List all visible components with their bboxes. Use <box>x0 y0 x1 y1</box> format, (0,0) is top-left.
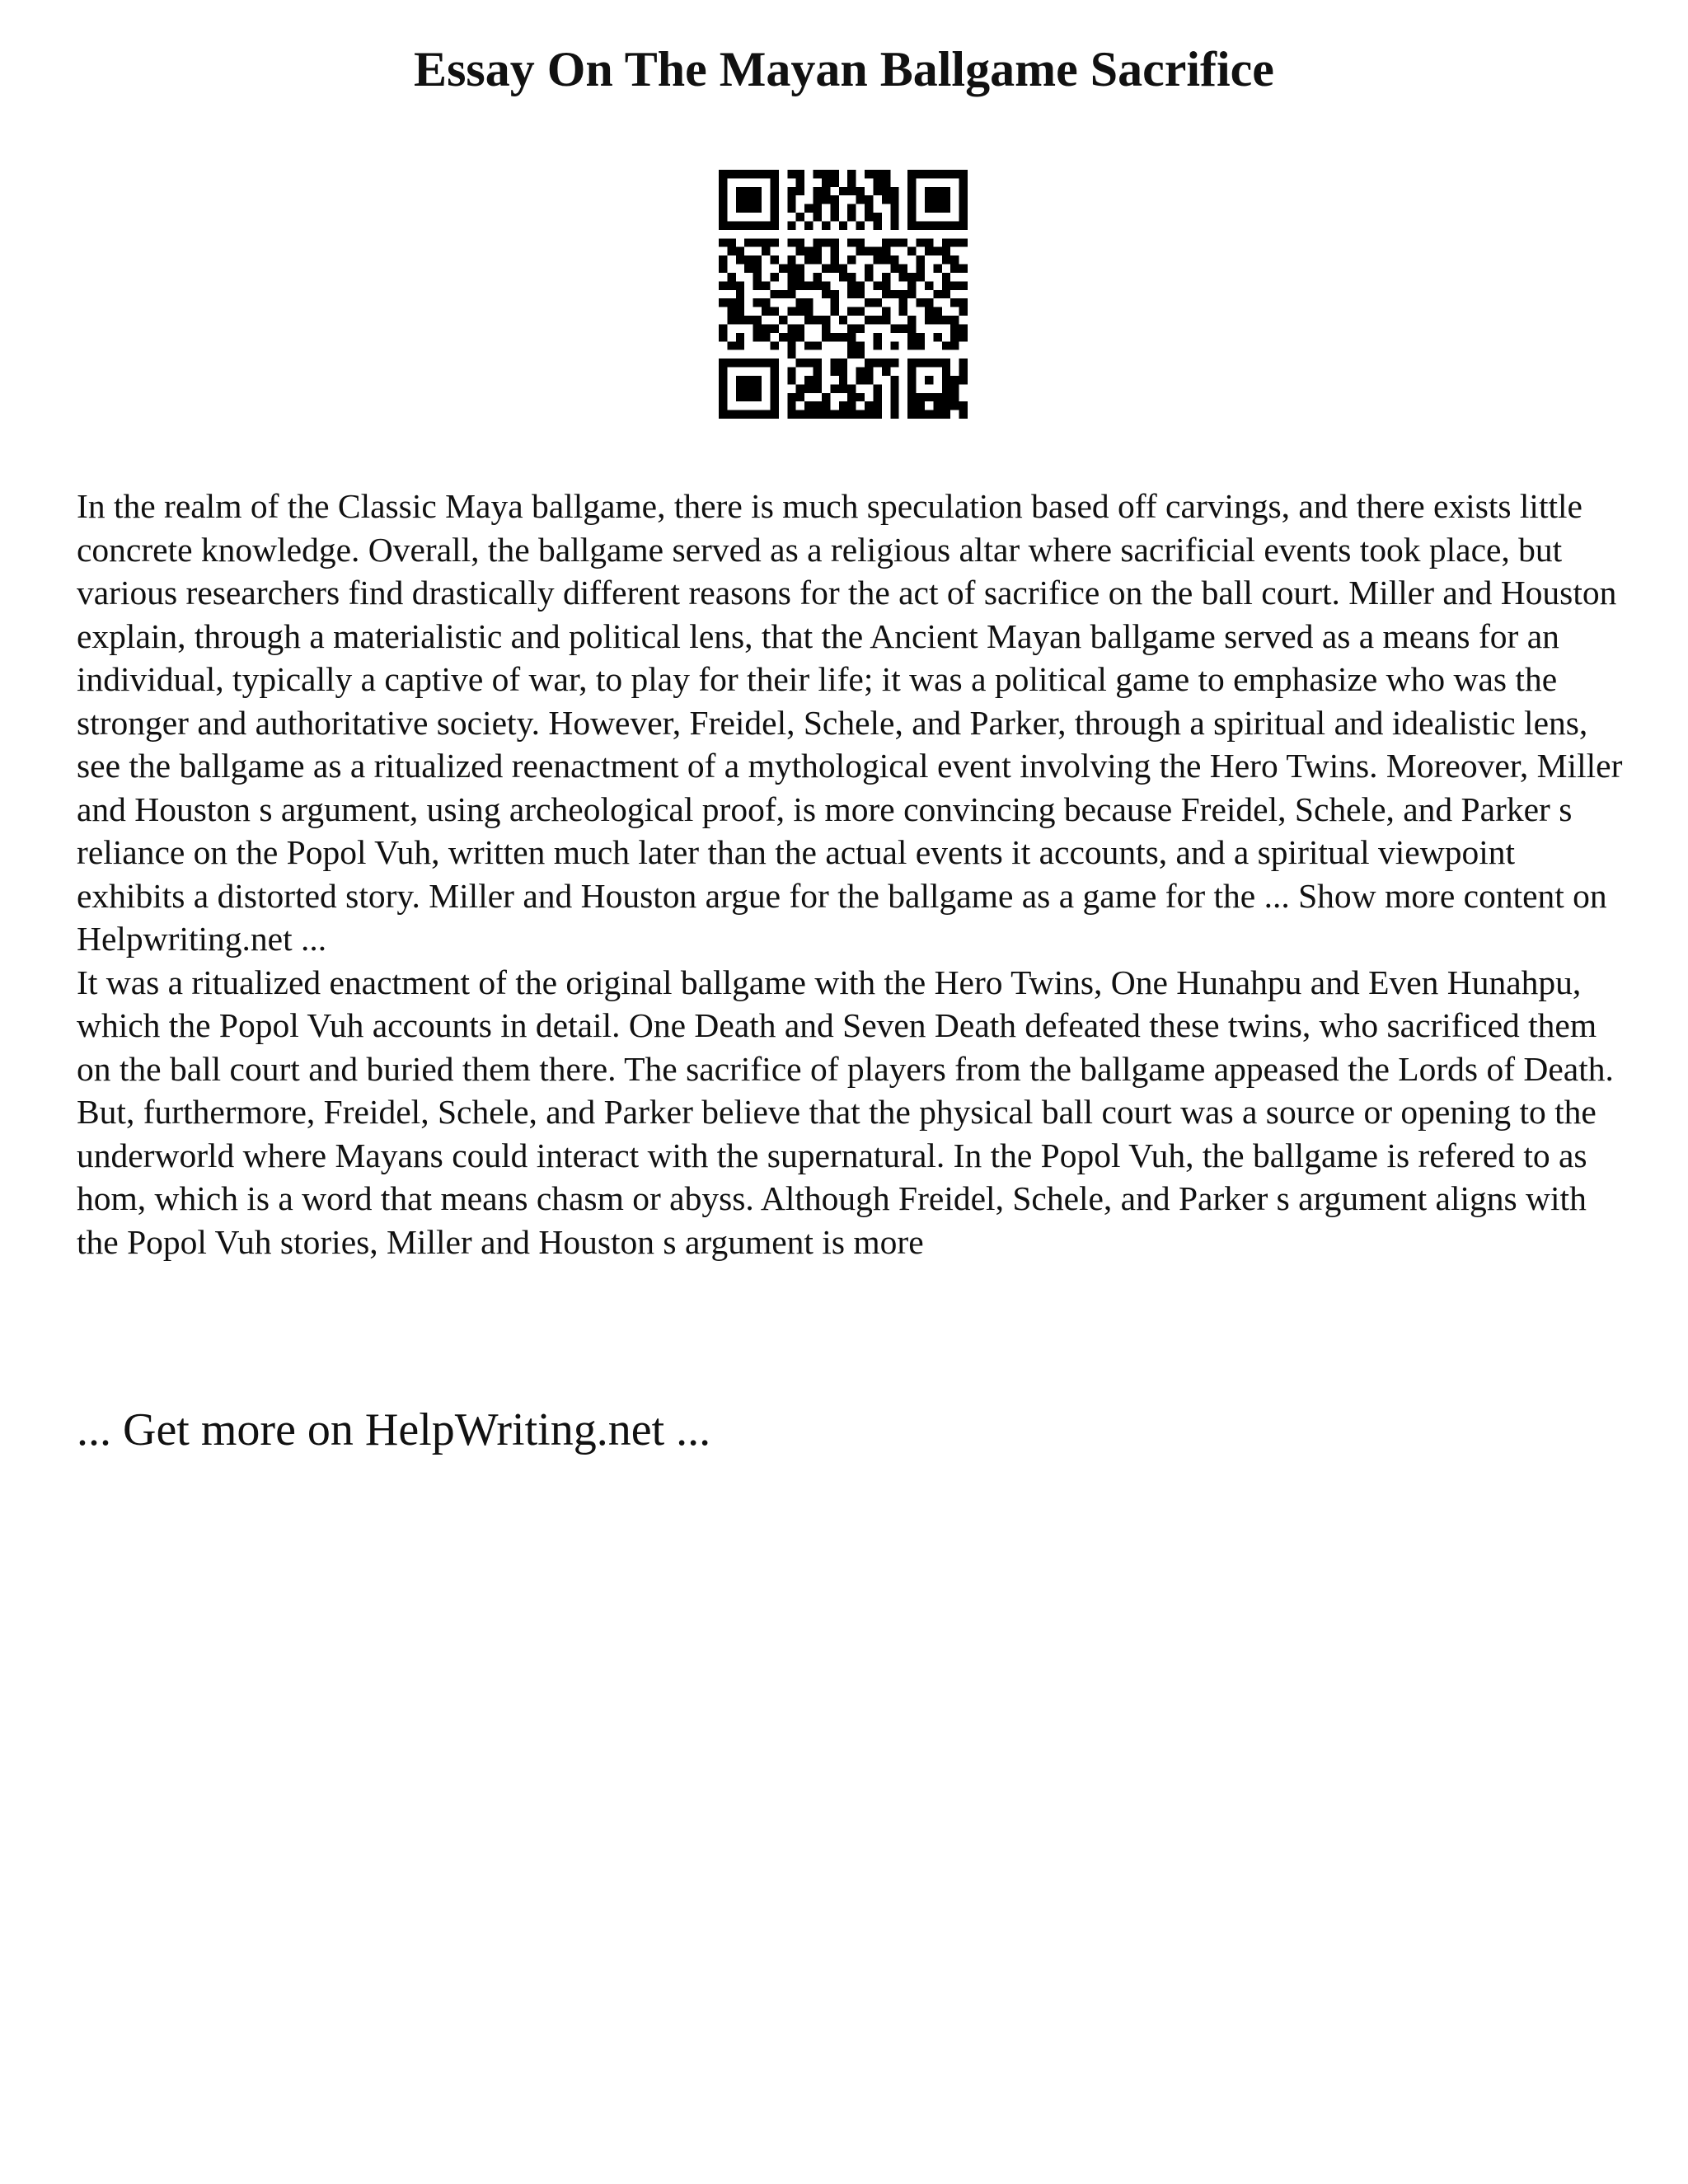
document-title: Essay On The Mayan Ballgame Sacrifice <box>414 42 1274 96</box>
essay-body <box>77 485 1626 1263</box>
essay-paragraph-2: It was a ritualized enactment of the original ballgame with the Hero Twins, One Hunahpu and Even Hunahpu, which the Popol Vuh accounts in detail. One Death and Seven Death defeated these twins, who sacrificed them on the ball court and buried them there. The sacrifice of players from the ballgame appeased the Lords of Death. But, furthermore, Freidel, Schele, and Parker believe that the physical ball court was a source or opening to the underworld where Mayans could interact with the supernatural. In the Popol Vuh, the ballgame is refered to as hom, which is a word that means chasm or abyss. Although Freidel, Schele, and Parker s argument aligns with the Popol Vuh stories, Miller and Houston s argument is more <box>77 963 1614 1261</box>
qr-code-icon <box>719 170 968 419</box>
essay-paragraph-1: In the realm of the Classic Maya ballgame, there is much speculation based off carvings, and there exists little concrete knowledge. Overall, the ballgame served as a religious altar where sacrificial events took place, but various researchers find drastically different reasons for the act of sacrifice on the ball court. Miller and Houston explain, through a materialistic and political lens, that the Ancient Mayan ballgame served as a means for an individual, typically a captive of war, to play for their life; it was a political game to emphasize who was the stronger and authoritative society. However, Freidel, Schele, and Parker, through a spiritual and idealistic lens, see the ballgame as a ritualized reenactment of a mythological event involving the Hero Twins. Moreover, Miller and Houston s argument, using archeological proof, is more convincing because Freidel, Schele, and Parker s reliance on the Popol Vuh, written much later than the actual events it accounts, and a spiritual viewpoint exhibits a distorted story. Miller and Houston argue for the ballgame as a game for the ... Show more content on Helpwriting.net ... <box>77 487 1623 958</box>
get-more-link[interactable]: ... Get more on HelpWriting.net ... <box>77 1404 711 1455</box>
